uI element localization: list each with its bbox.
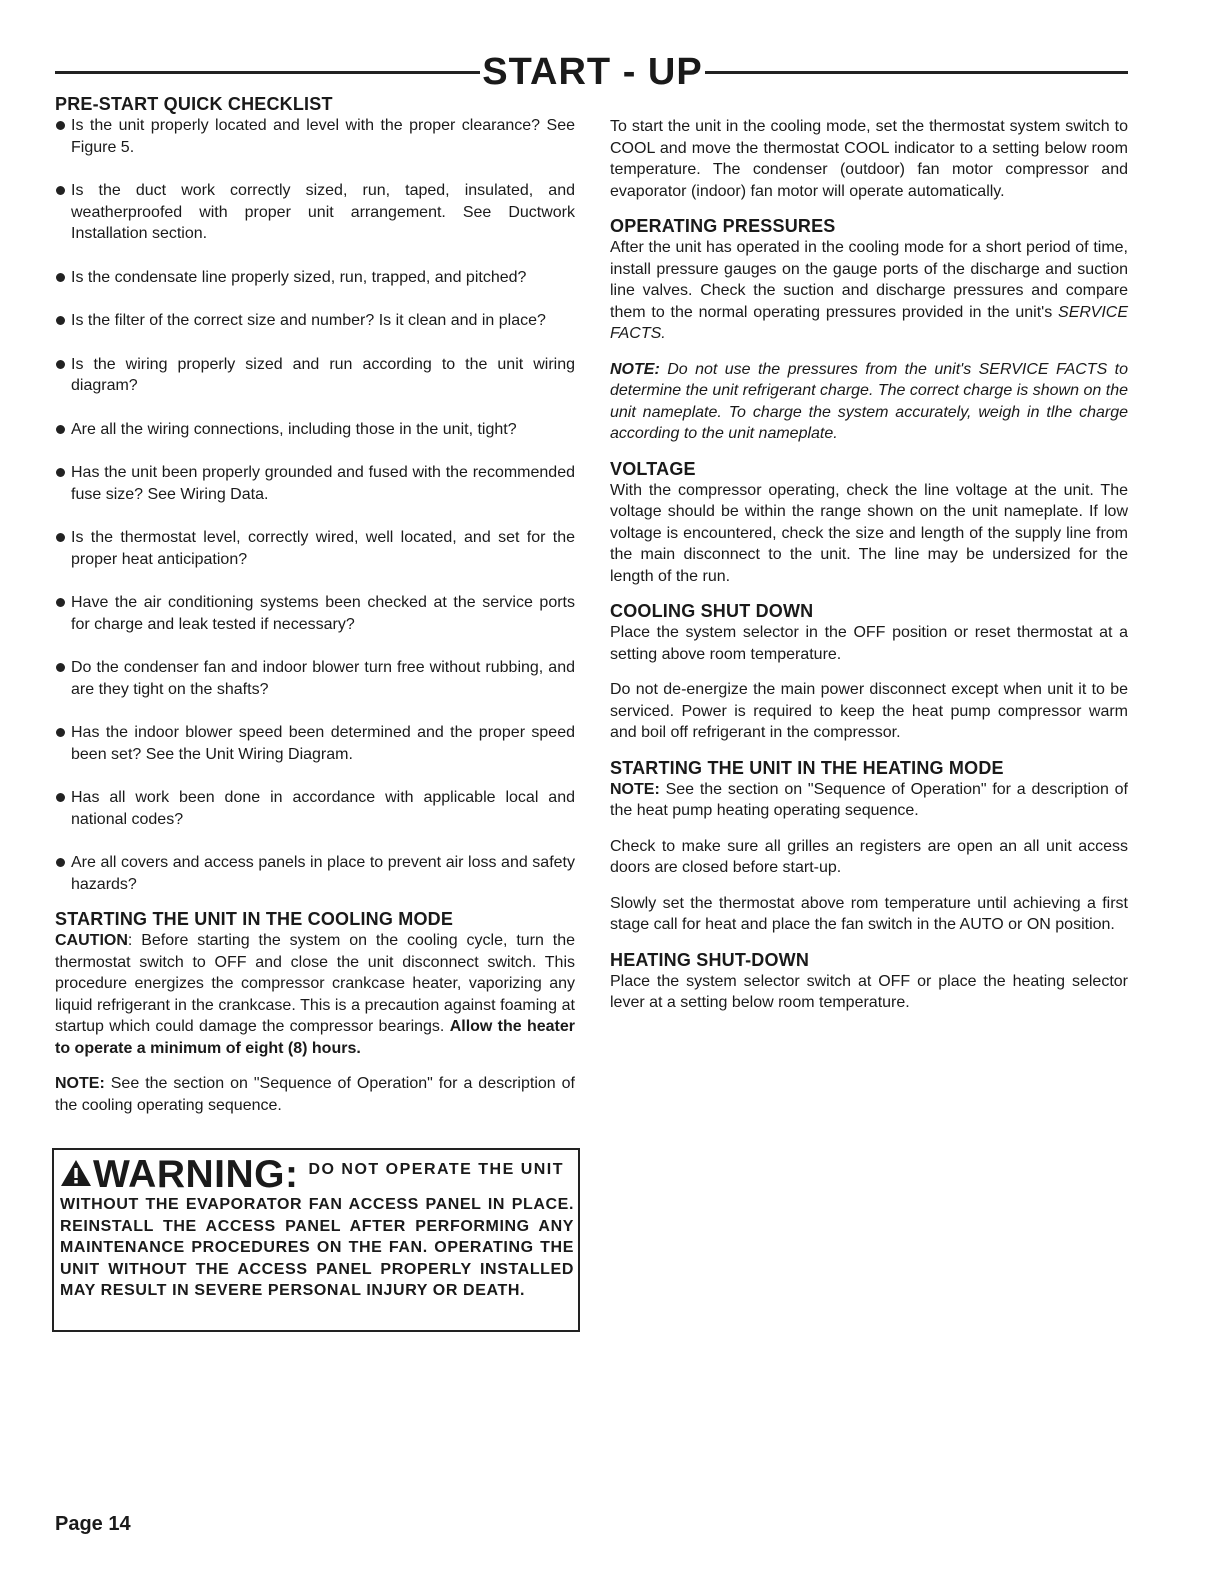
- checklist-item: [55, 462, 575, 505]
- heat-note-label: NOTE:: [610, 780, 660, 798]
- checklist-item: [55, 722, 575, 765]
- checklist: [55, 115, 575, 895]
- operating-pressures-body: After the unit has operated in the cooling mode for a short period of time, install pressure gauges on the gauge ports of the discharge and suction line valves. Check the suction and discharge pressures and compare them to the normal operating pressures provided in the unit's: [610, 239, 1128, 321]
- voltage-text: With the compressor operating, check the line voltage at the unit. The voltage should be within the range shown on the unit nameplate. If low voltage is encountered, check the size and length of the supply line from the main disconnect to the unit. The line may be undersized for the length of the run.: [610, 481, 1128, 585]
- note-text: See the section on "Sequence of Operation" for a description of the cooling operating sequence.: [55, 1075, 575, 1114]
- checklist-item-text: Is the wiring properly sized and run according to the unit wiring diagram?: [71, 355, 575, 394]
- heating-shutdown-text: Place the system selector switch at OFF or place the heating selector lever at a setting below room temperature.: [610, 972, 1128, 1011]
- operating-pressures-text: [610, 237, 1128, 345]
- warning-word: WARNING:: [93, 1153, 299, 1196]
- checklist-item: [55, 852, 575, 895]
- heat-note-text: See the section on "Sequence of Operation" for a description of the heat pump heating operating sequence.: [610, 780, 1128, 819]
- bullet-icon: [56, 858, 65, 867]
- heating-text-3: Slowly set the thermostat above rom temperature until achieving a first stage call for heat and place the fan switch in the AUTO or ON position.: [610, 894, 1128, 933]
- heating-mode-heading: STARTING THE UNIT IN THE HEATING MODE: [610, 757, 1004, 778]
- checklist-item: [55, 115, 575, 158]
- checklist-item: [55, 267, 575, 289]
- right-column: [610, 116, 1128, 1014]
- cooling-shutdown-heading: COOLING SHUT DOWN: [610, 601, 814, 621]
- checklist-item-text: Are all the wiring connections, including those in the unit, tight?: [71, 420, 517, 438]
- cooling-mode-heading: STARTING THE UNIT IN THE COOLING MODE: [55, 909, 454, 929]
- service-facts-ref: SERVICE FACTS.: [610, 303, 1128, 342]
- warning-inline-text: DO NOT OPERATE THE UNIT: [308, 1161, 565, 1178]
- checklist-item: [55, 527, 575, 570]
- voltage-heading: VOLTAGE: [610, 458, 696, 479]
- page-number: Page 14: [55, 1513, 131, 1535]
- warning-header: [60, 1154, 578, 1194]
- bullet-icon: [56, 425, 65, 434]
- page-title: START - UP: [482, 51, 703, 93]
- warning-triangle-icon: [60, 1159, 92, 1187]
- heating-text-2: Check to make sure all grilles an registers are open an all unit access doors are closed before start-up.: [610, 837, 1128, 876]
- operating-pressures-heading: OPERATING PRESSURES: [610, 216, 836, 236]
- caution-bold-text: Allow the heater to operate a minimum of eight (8) hours.: [55, 1018, 576, 1057]
- checklist-item-text: Is the thermostat level, correctly wired, well located, and set for the proper heat anticipation?: [71, 529, 575, 568]
- bullet-icon: [56, 793, 65, 802]
- bullet-icon: [56, 186, 65, 195]
- checklist-item-text: Is the duct work correctly sized, run, taped, insulated, and weatherproofed with proper unit arrangement. See Ductwork Installation section.: [71, 182, 575, 242]
- checklist-item: [55, 592, 575, 635]
- checklist-item-text: Has all work been done in accordance with applicable local and national codes?: [71, 789, 575, 828]
- checklist-item: [55, 180, 575, 245]
- op-note-text: Do not use the pressures from the unit's SERVICE FACTS to determine the unit refrigerant charge. The correct charge is shown on the unit nameplate. To charge the system accurately, weigh in tlhe charge according to the unit nameplate.: [610, 360, 1128, 442]
- op-note-label: NOTE:: [610, 360, 660, 378]
- warning-box: [52, 1148, 580, 1332]
- checklist-item: [55, 419, 575, 441]
- checklist-item-text: Have the air conditioning systems been checked at the service ports for charge and leak tested if necessary?: [71, 594, 575, 633]
- bullet-icon: [56, 533, 65, 542]
- bullet-icon: [56, 121, 65, 130]
- heating-shutdown-heading: HEATING SHUT-DOWN: [610, 949, 810, 970]
- title-bar: [55, 50, 1128, 96]
- checklist-item-text: Has the unit been properly grounded and fused with the recommended fuse size? See Wiring Data.: [71, 464, 575, 503]
- operating-note: [610, 359, 1128, 445]
- heating-note: [610, 779, 1128, 822]
- bullet-icon: [56, 468, 65, 477]
- checklist-item: [55, 657, 575, 700]
- caution-text: : Before starting the system on the cooling cycle, turn the thermostat switch to OFF and close the unit disconnect switch. This procedure energizes the compressor crankcase heater, vaporizing any liquid refrigerant in the crankcase. This is a precaution against foaming at startup which could damage the compressor bearings.: [55, 932, 575, 1035]
- checklist-item: [55, 787, 575, 830]
- title-rule-left: [55, 71, 480, 74]
- bullet-icon: [56, 728, 65, 737]
- checklist-item-text: Is the filter of the correct size and number? Is it clean and in place?: [71, 312, 546, 329]
- caution-label: CAUTION: [55, 932, 128, 949]
- bullet-icon: [56, 663, 65, 672]
- cooling-intro: To start the unit in the cooling mode, set the thermostat system switch to COOL and move the thermostat COOL indicator to a setting below room temperature. The condenser (outdoor) fan motor compressor and evaporator (indoor) fan motor will operate automatically.: [610, 118, 1128, 200]
- checklist-item-text: Do the condenser fan and indoor blower turn free without rubbing, and are they tight on the shafts?: [71, 659, 575, 698]
- caution-paragraph: [55, 930, 575, 1059]
- cooling-shutdown-text-2: Do not de-energize the main power disconnect except when unit it to be serviced. Power is required to keep the heat pump compressor warm and boil off refrigerant in the compressor.: [610, 681, 1128, 741]
- checklist-item-text: Are all covers and access panels in place to prevent air loss and safety hazards?: [71, 854, 575, 893]
- checklist-item: [55, 310, 575, 332]
- bullet-icon: [56, 598, 65, 607]
- note-label: NOTE:: [55, 1075, 105, 1092]
- checklist-item-text: Is the condensate line properly sized, run, trapped, and pitched?: [71, 268, 527, 286]
- bullet-icon: [56, 360, 65, 369]
- warning-body: WITHOUT THE EVAPORATOR FAN ACCESS PANEL IN PLACE. REINSTALL THE ACCESS PANEL AFTER PERFORMING ANY MAINTENANCE PROCEDURES ON THE FAN. OPERATING THE UNIT WITHOUT THE ACCESS PANEL PROPERLY INSTALLED MAY RESULT IN SEVERE PERSONAL INJURY OR DEATH.: [60, 1196, 574, 1299]
- checklist-heading: PRE-START QUICK CHECKLIST: [55, 94, 333, 114]
- title-rule-right: [705, 71, 1128, 74]
- bullet-icon: [56, 273, 65, 282]
- cooling-note-paragraph: [55, 1073, 575, 1116]
- checklist-item: [55, 354, 575, 397]
- checklist-item-text: Has the indoor blower speed been determined and the proper speed been set? See the Unit Wiring Diagram.: [71, 724, 575, 763]
- left-column: [55, 94, 575, 1116]
- bullet-icon: [56, 316, 65, 325]
- cooling-shutdown-text-1: Place the system selector in the OFF position or reset thermostat at a setting above room temperature.: [610, 624, 1128, 663]
- checklist-item-text: Is the unit properly located and level with the proper clearance? See Figure 5.: [71, 117, 575, 156]
